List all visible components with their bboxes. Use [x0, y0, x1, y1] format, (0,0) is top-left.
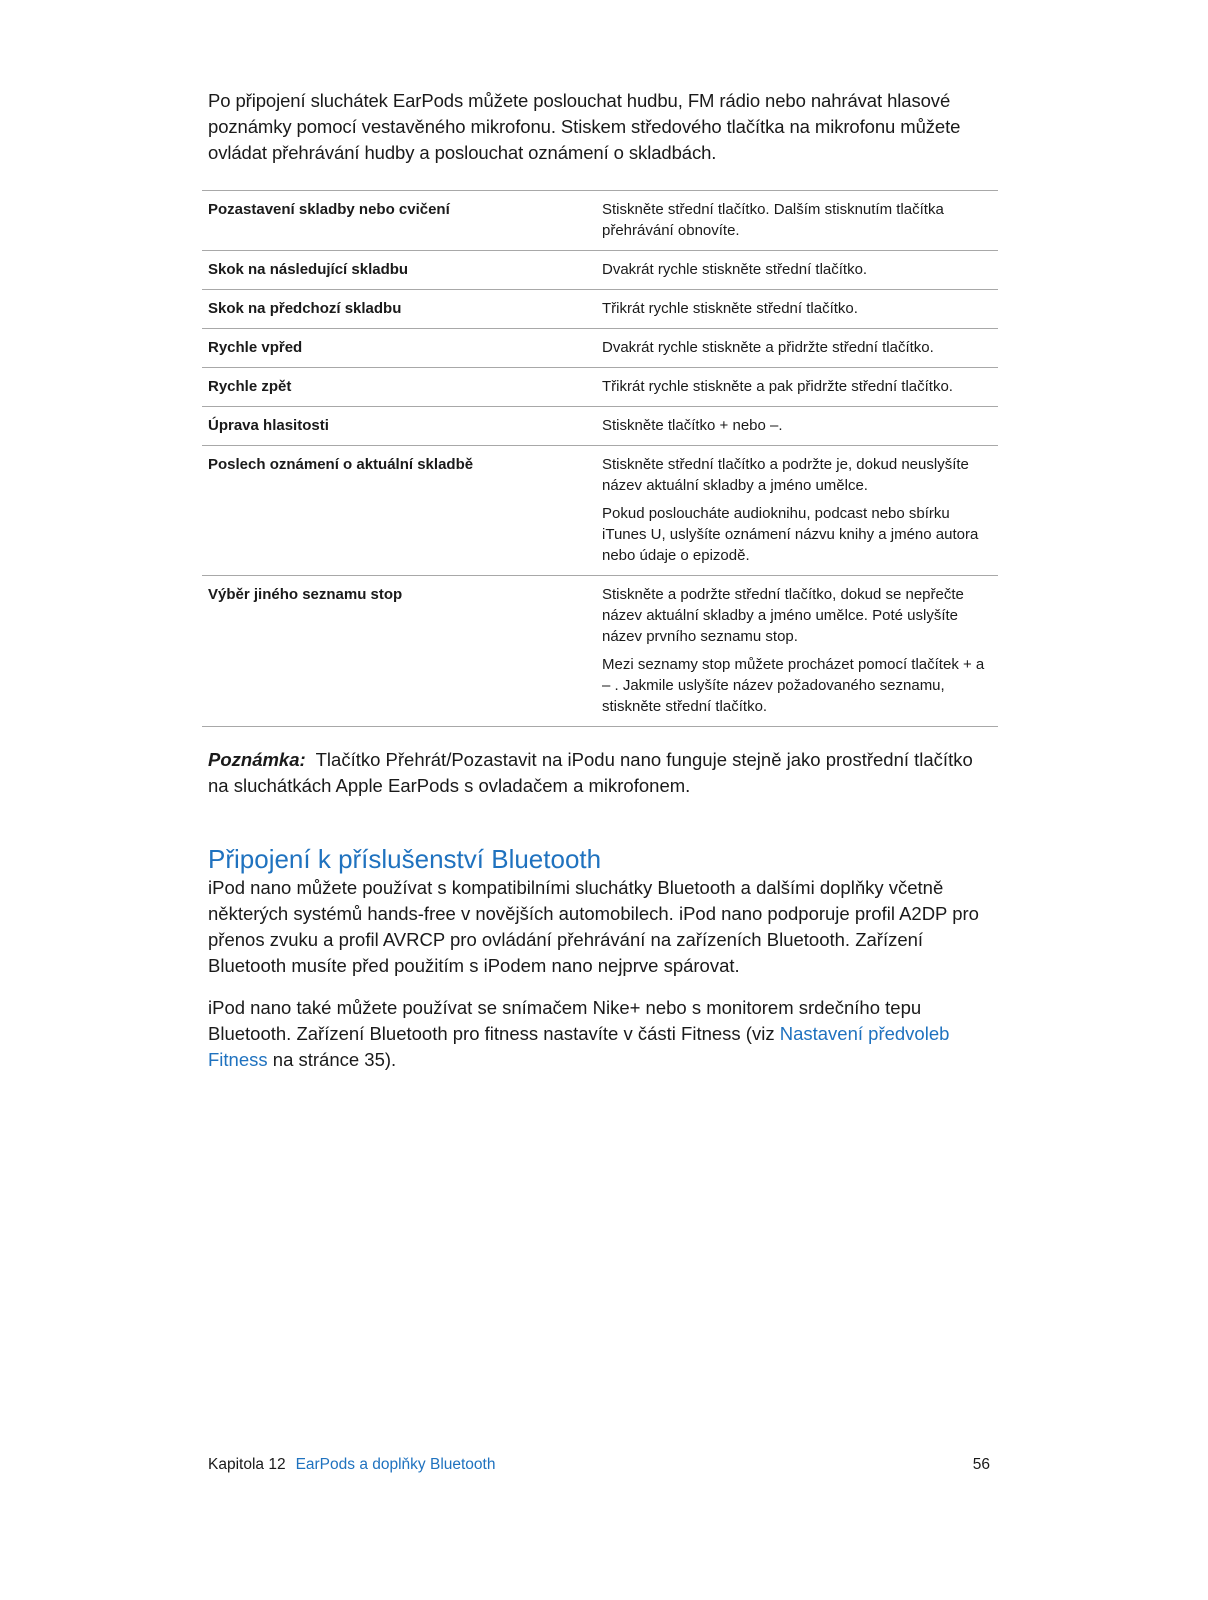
table-cell-instructions [596, 368, 998, 407]
table-cell-action: Poslech oznámení o aktuální skladbě [202, 446, 596, 576]
table-row [202, 368, 998, 407]
table-cell-action: Rychle vpřed [202, 329, 596, 368]
instruction-text: Dvakrát rychle stiskněte střední tlačítko. [602, 261, 868, 278]
paragraph-2-text-before: iPod nano také můžete používat se snímačem Nike+ nebo s monitorem srdečního tepu Bluetooth. Zařízení Bluetooth pro fitness nastavíte v části Fitness (viz [208, 997, 922, 1044]
page-footer [208, 1454, 990, 1476]
controls-table [202, 190, 998, 727]
table-cell-instructions [596, 290, 998, 329]
instruction-text: Dvakrát rychle stiskněte a přidržte střední tlačítko. [602, 339, 934, 356]
table-cell-action: Výběr jiného seznamu stop [202, 576, 596, 727]
instruction-text: Třikrát rychle stiskněte a pak přidržte střední tlačítko. [602, 378, 953, 395]
instruction-text: Stiskněte střední tlačítko a podržte je, dokud neuslyšíte název aktuální skladby a jméno umělce. [602, 456, 969, 494]
note-text: Tlačítko Přehrát/Pozastavit na iPodu nano funguje stejně jako prostřední tlačítko na sluchátkách Apple EarPods s ovladačem a mikrofonem. [208, 749, 973, 796]
controls-table-body [202, 191, 998, 727]
page-content [208, 88, 998, 1073]
table-cell-instructions [596, 191, 998, 251]
section-paragraph-2 [208, 995, 998, 1073]
note-paragraph [208, 747, 998, 799]
table-cell-instructions [596, 251, 998, 290]
instruction-text: Stiskněte a podržte střední tlačítko, dokud se nepřečte název aktuální skladby a jméno umělce. Poté uslyšíte název prvního seznamu stop. [602, 586, 964, 645]
instruction-text: Pokud posloucháte audioknihu, podcast nebo sbírku iTunes U, uslyšíte oznámení názvu knihy a jméno autora nebo údaje o epizodě. [602, 505, 979, 564]
footer-chapter-title-link[interactable]: EarPods a doplňky Bluetooth [295, 1456, 496, 1473]
footer-chapter-label: Kapitola 12 [208, 1456, 286, 1473]
page-number: 56 [972, 1456, 990, 1473]
table-row [202, 576, 998, 727]
table-row [202, 446, 998, 576]
table-cell-instructions [596, 407, 998, 446]
table-cell-action: Úprava hlasitosti [202, 407, 596, 446]
table-row [202, 191, 998, 251]
section-heading: Připojení k příslušenství Bluetooth [208, 844, 602, 874]
table-row [202, 251, 998, 290]
table-cell-action: Skok na předchozí skladbu [202, 290, 596, 329]
table-cell-instructions [596, 446, 998, 576]
section-paragraph-1: iPod nano můžete používat s kompatibilními sluchátky Bluetooth a dalšími doplňky včetně některých systémů hands-free v novějších automobilech. iPod nano podporuje profil A2DP pro přenos zvuku a profil AVRCP pro ovládání přehrávání na zařízeních Bluetooth. Zařízení Bluetooth musíte před použitím s iPodem nano nejprve spárovat. [208, 877, 979, 976]
instruction-text: Stiskněte střední tlačítko. Dalším stisknutím tlačítka přehrávání obnovíte. [602, 201, 944, 239]
instruction-text: Mezi seznamy stop můžete procházet pomocí tlačítek + a – . Jakmile uslyšíte název požadovaného seznamu, stiskněte střední tlačítko. [602, 656, 985, 715]
instruction-text: Třikrát rychle stiskněte střední tlačítko. [602, 300, 858, 317]
fitness-settings-link[interactable]: Nastavení předvoleb Fitness [208, 1023, 950, 1070]
table-cell-instructions [596, 329, 998, 368]
table-cell-action: Skok na následující skladbu [202, 251, 596, 290]
paragraph-2-text-after: na stránce 35). [267, 1049, 397, 1070]
table-row [202, 329, 998, 368]
note-label: Poznámka: [208, 749, 306, 770]
instruction-text: Stiskněte tlačítko + nebo –. [602, 417, 783, 434]
table-row [202, 290, 998, 329]
table-cell-action: Pozastavení skladby nebo cvičení [202, 191, 596, 251]
table-row [202, 407, 998, 446]
intro-paragraph: Po připojení sluchátek EarPods můžete poslouchat hudbu, FM rádio nebo nahrávat hlasové poznámky pomocí vestavěného mikrofonu. Stiskem středového tlačítka na mikrofonu můžete ovládat přehrávání hudby a poslouchat oznámení o skladbách. [208, 90, 961, 163]
table-cell-action: Rychle zpět [202, 368, 596, 407]
table-cell-instructions [596, 576, 998, 727]
